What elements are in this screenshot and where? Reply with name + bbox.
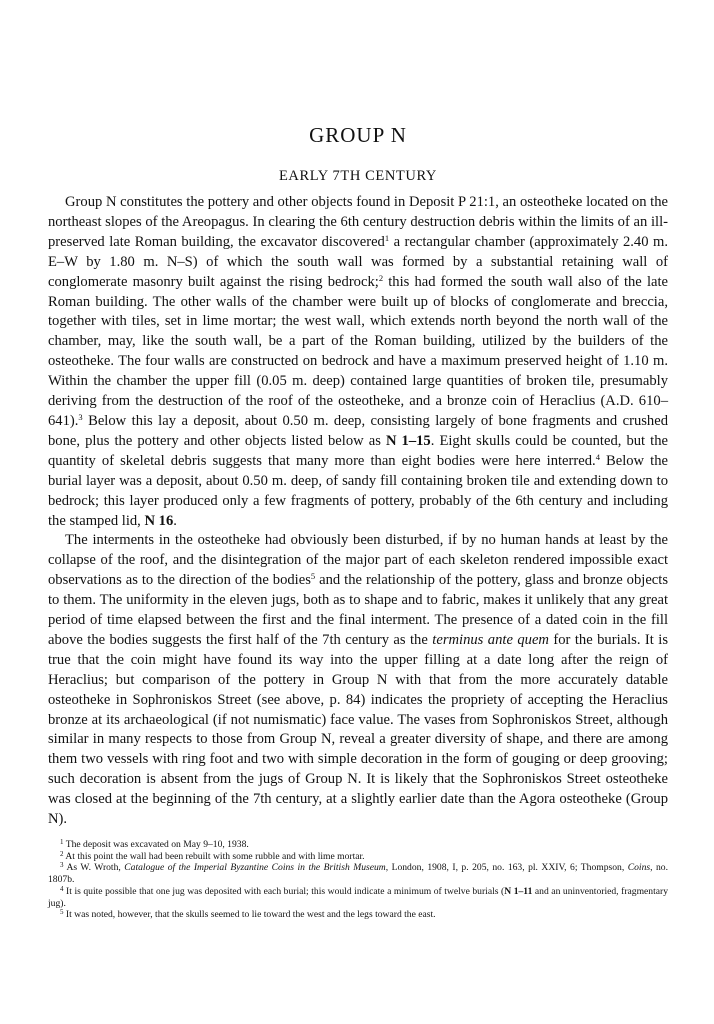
footnote-text: , no. 1807b. — [48, 862, 668, 886]
footnote-text: It is quite possible that one jug was deposited with each burial; this would indicate a minimum of twelve burials ( — [63, 885, 505, 897]
footnote-citation: Catalogue of the Imperial Byzantine Coins in the British Museum — [124, 862, 386, 874]
paragraph-2 — [48, 531, 668, 830]
p1-text: . — [173, 512, 177, 529]
footnote-number: 5 — [60, 908, 64, 917]
footnote-text: It was noted, however, that the skulls seemed to lie toward the west and the legs toward the east. — [63, 909, 436, 921]
footnote-number: 1 — [60, 838, 64, 846]
footnote-citation: Coins — [627, 862, 651, 874]
p2-text: The interments in the osteotheke had obviously been disturbed, if by no human hands at least by the collapse of the roof, and the disintegration of the major part of each skeleton rendered impossible exact observations as to the direction of the bodies — [48, 532, 668, 589]
footnote-text: As W. Wroth, — [63, 862, 125, 874]
footnote-4 — [48, 886, 668, 909]
p2-text: and the relationship of the pottery, glass and bronze objects to them. The uniformity in the eleven jugs, both as to shape and to fabric, makes it unlikely that any great period of time elapsed between the first and the final interment. The presence of a dated coin in the fill above the bodies suggests the first half of the 7th century as the — [48, 572, 669, 648]
footnote-ref-2: 2 — [378, 272, 384, 283]
p1-text: a rectangular chamber (approximately 2.40 m. E–W by 1.80 m. N–S) of which the south wall was formed by a substantial retaining wall of conglomerate masonry built against the rising bedrock; — [48, 233, 668, 290]
footnote-number: 2 — [60, 849, 64, 858]
footnote-text: At this point the wall had been rebuilt with some rubble and with lime mortar. — [63, 850, 365, 862]
footnote-3 — [48, 862, 668, 885]
footnote-text: The deposit was excavated on May 9–10, 1938. — [63, 839, 249, 850]
footnote-number: 4 — [60, 884, 64, 893]
page-title: GROUP N — [309, 123, 407, 147]
catalog-ref: N 1–11 — [504, 885, 533, 897]
p1-text: this had formed the south wall also of the late Roman building. The other walls of the chamber were built up of blocks of conglomerate and breccia, together with tiles, set in lime mortar; the west wall, which extends north beyond the north wall of the chamber, may, like the south wall, be a part of the Roman building, utilized by the builders of the osteotheke. The four walls are constructed on bedrock and have a maximum preserved height of 1.10 m. Within the chamber the upper fill (0.05 m. deep) contained large quantities of broken tile, presumably deriving from the destruction of the roof of the osteotheke, and a bronze coin of Heraclius (A.D. 610–641). — [48, 273, 669, 429]
footnote-number: 3 — [60, 861, 64, 870]
footnotes — [48, 839, 668, 921]
paragraph-1 — [48, 193, 668, 531]
p1-text: . Eight skulls could be counted, but the quantity of skeletal debris suggests that many more than eight bodies were here interred. — [48, 432, 668, 469]
footnote-2 — [48, 851, 668, 863]
footnote-text: , London, 1908, I, p. 205, no. 163, pl. XXIV, 6; Thompson, — [385, 862, 628, 874]
p1-text: Below the burial layer was a deposit, about 0.50 m. deep, of sandy fill containing broken tile and extending down to bedrock; this layer produced only a few fragments of pottery, probably of the 6th century and including the stamped lid, — [48, 452, 668, 529]
footnote-ref-4: 4 — [595, 451, 600, 462]
latin-term: terminus ante quem — [432, 631, 549, 648]
page-subtitle: EARLY 7TH CENTURY — [278, 168, 438, 184]
page — [48, 122, 668, 921]
p1-text: Below this lay a deposit, about 0.50 m. deep, consisting largely of bone fragments and crushed bone, plus the pottery and other objects listed below as — [48, 412, 668, 449]
footnote-5 — [48, 909, 668, 921]
footnote-1 — [48, 839, 668, 851]
footnote-ref-1: 1 — [384, 232, 390, 243]
footnote-ref-5: 5 — [310, 571, 316, 582]
p1-text: Group N constitutes the pottery and other objects found in Deposit P 21:1, an osteotheke located on the northeast slopes of the Areopagus. In clearing the 6th century destruction debris within the limits of an ill-preserved late Roman building, the excavator discovered — [48, 194, 668, 250]
footnote-text: and an uninventoried, fragmentary jug). — [48, 885, 669, 909]
catalog-ref: N 16 — [144, 512, 174, 529]
footnote-ref-3: 3 — [78, 411, 83, 422]
p2-text: for the burials. It is true that the coin might have found its way into the upper filling at a date long after the reign of Heraclius; but comparison of the pottery in Group N with that from the more accurately datable osteotheke in Sophroniskos Street (see above, p. 84) indicates the propriety of accepting the Heraclius bronze at its archaeological (if not numismatic) face value. The vases from Sophroniskos Street, although similar in many respects to those from Group N, reveal a greater diversity of shape, and there are among them two vessels with ring foot and two with simple decoration in the form of gouging or deep grooving; such decoration is absent from the jugs of Group N. It is likely that the Sophroniskos Street osteotheke was closed at the beginning of the 7th century, at a slightly earlier date than the Agora osteotheke (Group N). — [48, 631, 668, 828]
catalog-ref: N 1–15 — [385, 432, 431, 449]
